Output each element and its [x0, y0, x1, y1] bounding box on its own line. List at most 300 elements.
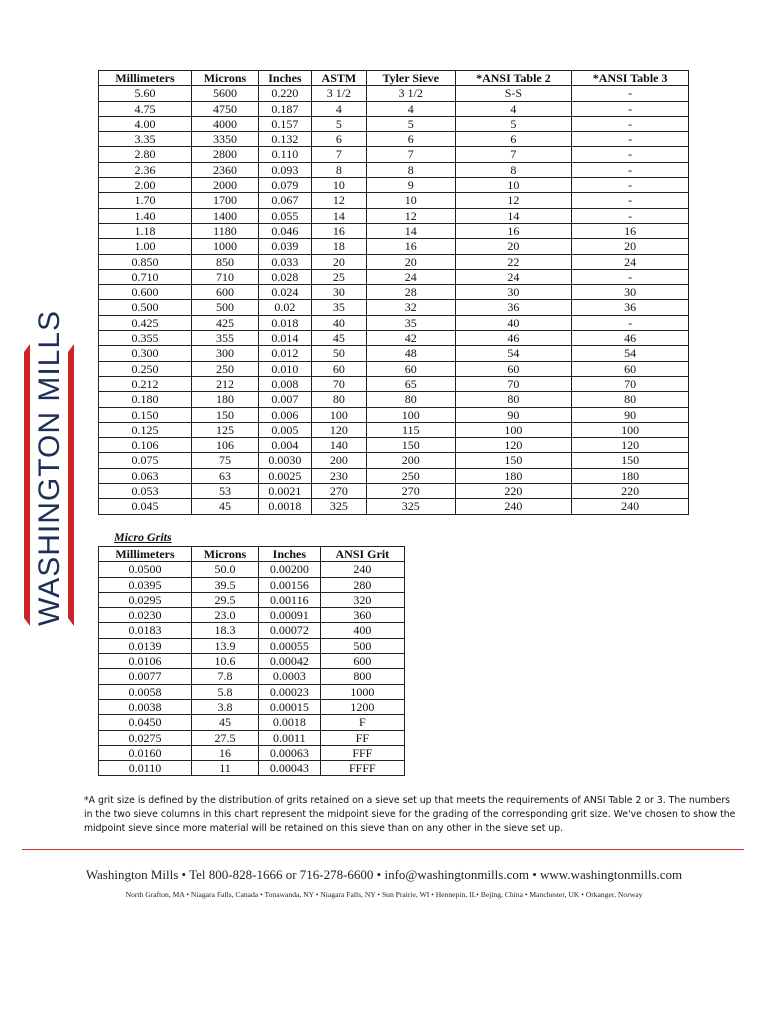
table-cell: 0.110 — [258, 147, 311, 162]
table-cell: 5 — [366, 116, 455, 131]
table-cell: 36 — [455, 300, 572, 315]
table-cell: 75 — [191, 453, 258, 468]
table-cell: 0.0077 — [99, 669, 192, 684]
table-cell: 70 — [311, 376, 366, 391]
table-cell: 3350 — [191, 132, 258, 147]
table-row — [99, 254, 689, 269]
table-cell: 150 — [366, 438, 455, 453]
micro-grits-caption: Micro Grits — [114, 530, 172, 544]
table-cell: 0.00072 — [259, 623, 321, 638]
table-cell: 0.0230 — [99, 608, 192, 623]
table-cell: 1.40 — [99, 208, 192, 223]
table-cell: 11 — [192, 761, 259, 776]
table-cell: 29.5 — [192, 592, 259, 607]
table-cell: 4.00 — [99, 116, 192, 131]
table-cell: 0.093 — [258, 162, 311, 177]
table-cell: 16 — [192, 745, 259, 760]
table-row — [99, 699, 405, 714]
table-row — [99, 285, 689, 300]
table-cell: 54 — [572, 346, 689, 361]
table-cell: 240 — [455, 499, 572, 514]
footnote: *A grit size is defined by the distribution of grits retained on a sieve set up that meets the requirements of ANSI Table 2 or 3. The numbers in the two sieve columns in this chart represent the midpoint sieve for the grading of the corresponding grit size. We've chosen to show the midpoint sieve since more material will be retained on this sieve than on any other in the sieve set up. — [84, 795, 736, 834]
table-cell: 5.8 — [192, 684, 259, 699]
table-cell: 0.055 — [258, 208, 311, 223]
table-cell: - — [572, 193, 689, 208]
table-cell: 240 — [320, 562, 404, 577]
table-cell: 27.5 — [192, 730, 259, 745]
table-cell: 14 — [311, 208, 366, 223]
table-cell: 600 — [191, 285, 258, 300]
table-cell: 120 — [455, 438, 572, 453]
table-cell: 4000 — [191, 116, 258, 131]
table-cell: 30 — [455, 285, 572, 300]
table-cell: 4.75 — [99, 101, 192, 116]
table-cell: 0.014 — [258, 331, 311, 346]
table-cell: 300 — [191, 346, 258, 361]
table-row — [99, 86, 689, 101]
table-cell: - — [572, 132, 689, 147]
table-cell: 0.0295 — [99, 592, 192, 607]
table-cell: 106 — [191, 438, 258, 453]
table-cell: 0.033 — [258, 254, 311, 269]
table-cell: 32 — [366, 300, 455, 315]
table-cell: 0.053 — [99, 484, 192, 499]
table-cell: 2000 — [191, 178, 258, 193]
table-cell: S-S — [455, 86, 572, 101]
table-cell: 80 — [572, 392, 689, 407]
table-cell: 12 — [455, 193, 572, 208]
table-cell: 0.00091 — [259, 608, 321, 623]
table-cell: 10 — [455, 178, 572, 193]
table-row — [99, 654, 405, 669]
table-cell: 63 — [191, 468, 258, 483]
table-row — [99, 178, 689, 193]
table-cell: 20 — [366, 254, 455, 269]
table-row — [99, 315, 689, 330]
table-cell: 14 — [366, 223, 455, 238]
table-row — [99, 269, 689, 284]
table-cell: 100 — [572, 422, 689, 437]
table-cell: 0.0106 — [99, 654, 192, 669]
table-cell: 200 — [366, 453, 455, 468]
table-cell: 0.150 — [99, 407, 192, 422]
table-cell: 1400 — [191, 208, 258, 223]
table-cell: 0.00200 — [259, 562, 321, 577]
table-cell: - — [572, 178, 689, 193]
table-cell: 5.60 — [99, 86, 192, 101]
table-row — [99, 208, 689, 223]
table-header-row — [99, 547, 405, 562]
table-cell: 0.106 — [99, 438, 192, 453]
table-row — [99, 499, 689, 514]
table-cell: 0.079 — [258, 178, 311, 193]
table-cell: 50.0 — [192, 562, 259, 577]
column-header: Inches — [259, 547, 321, 562]
table-cell: 30 — [572, 285, 689, 300]
column-header: Microns — [191, 71, 258, 86]
table-cell: 5600 — [191, 86, 258, 101]
logo-wordmark: WASHINGTON MILLS — [33, 309, 66, 626]
micro-grits-table — [98, 546, 405, 776]
table-cell: 0.00023 — [259, 684, 321, 699]
table-cell: 8 — [455, 162, 572, 177]
table-cell: 0.00043 — [259, 761, 321, 776]
table-cell: 150 — [572, 453, 689, 468]
table-row — [99, 223, 689, 238]
table-row — [99, 745, 405, 760]
column-header: Inches — [258, 71, 311, 86]
table-cell: 42 — [366, 331, 455, 346]
table-cell: 0.00042 — [259, 654, 321, 669]
table-cell: 70 — [455, 376, 572, 391]
table-cell: 28 — [366, 285, 455, 300]
table-cell: 22 — [455, 254, 572, 269]
table-cell: 0.02 — [258, 300, 311, 315]
table-row — [99, 592, 405, 607]
table-cell: 270 — [366, 484, 455, 499]
table-cell: 150 — [455, 453, 572, 468]
table-cell: 360 — [320, 608, 404, 623]
table-row — [99, 331, 689, 346]
divider — [22, 849, 744, 850]
table-cell: 0.075 — [99, 453, 192, 468]
table-cell: 20 — [572, 239, 689, 254]
table-cell: 80 — [455, 392, 572, 407]
table-row — [99, 438, 689, 453]
table-cell: - — [572, 116, 689, 131]
table-cell: 0.180 — [99, 392, 192, 407]
table-cell: 0.157 — [258, 116, 311, 131]
table-cell: 0.00015 — [259, 699, 321, 714]
table-cell: 240 — [572, 499, 689, 514]
table-row — [99, 623, 405, 638]
table-cell: 0.00156 — [259, 577, 321, 592]
column-header: ANSI Grit — [320, 547, 404, 562]
table-cell: 3 1/2 — [366, 86, 455, 101]
table-cell: 0.00116 — [259, 592, 321, 607]
table-row — [99, 376, 689, 391]
table-cell: 1700 — [191, 193, 258, 208]
table-cell: 6 — [366, 132, 455, 147]
table-cell: 120 — [311, 422, 366, 437]
table-row — [99, 715, 405, 730]
table-cell: - — [572, 315, 689, 330]
table-row — [99, 101, 689, 116]
table-cell: - — [572, 162, 689, 177]
table-row — [99, 761, 405, 776]
table-cell: 12 — [366, 208, 455, 223]
footer-contact: Washington Mills • Tel 800-828-1666 or 716-278-6600 • info@washingtonmills.com • www.washingtonmills.com — [85, 867, 683, 882]
table-cell: 20 — [455, 239, 572, 254]
table-cell: - — [572, 101, 689, 116]
table-cell: 355 — [191, 331, 258, 346]
table-cell: 0.600 — [99, 285, 192, 300]
table-cell: 0.0450 — [99, 715, 192, 730]
table-cell: 2360 — [191, 162, 258, 177]
table-cell: 0.0110 — [99, 761, 192, 776]
table-cell: 0.005 — [258, 422, 311, 437]
table-cell: 35 — [366, 315, 455, 330]
table-cell: 6 — [455, 132, 572, 147]
table-cell: FF — [320, 730, 404, 745]
table-cell: 0.00055 — [259, 638, 321, 653]
table-cell: 0.067 — [258, 193, 311, 208]
table-cell: 0.132 — [258, 132, 311, 147]
table-cell: 53 — [191, 484, 258, 499]
table-cell: 90 — [572, 407, 689, 422]
table-cell: - — [572, 269, 689, 284]
table-cell: 60 — [455, 361, 572, 376]
table-cell: F — [320, 715, 404, 730]
table-cell: 45 — [191, 499, 258, 514]
table-cell: 0.710 — [99, 269, 192, 284]
table-cell: 16 — [572, 223, 689, 238]
table-cell: 0.0030 — [258, 453, 311, 468]
column-header: Millimeters — [99, 71, 192, 86]
table-cell: 13.9 — [192, 638, 259, 653]
table-cell: 45 — [311, 331, 366, 346]
table-row — [99, 407, 689, 422]
table-cell: 0.0139 — [99, 638, 192, 653]
table-cell: 0.0058 — [99, 684, 192, 699]
table-cell: 180 — [572, 468, 689, 483]
table-cell: 250 — [191, 361, 258, 376]
table-cell: 50 — [311, 346, 366, 361]
table-cell: 280 — [320, 577, 404, 592]
table-cell: 80 — [311, 392, 366, 407]
table-row — [99, 239, 689, 254]
table-cell: 36 — [572, 300, 689, 315]
table-cell: 850 — [191, 254, 258, 269]
table-cell: 0.220 — [258, 86, 311, 101]
table-cell: 48 — [366, 346, 455, 361]
table-cell: 1180 — [191, 223, 258, 238]
table-cell: 0.0025 — [258, 468, 311, 483]
table-cell: 60 — [366, 361, 455, 376]
table-cell: 10 — [366, 193, 455, 208]
table-row — [99, 453, 689, 468]
column-header: Millimeters — [99, 547, 192, 562]
table-cell: 0.0183 — [99, 623, 192, 638]
table-cell: 140 — [311, 438, 366, 453]
table-cell: 10 — [311, 178, 366, 193]
table-cell: 46 — [572, 331, 689, 346]
column-header: Microns — [192, 547, 259, 562]
sieve-size-table — [98, 70, 689, 515]
table-cell: 24 — [455, 269, 572, 284]
table-cell: 0.0003 — [259, 669, 321, 684]
table-cell: 500 — [191, 300, 258, 315]
table-row — [99, 684, 405, 699]
table-row — [99, 392, 689, 407]
table-cell: 180 — [455, 468, 572, 483]
table-cell: 0.007 — [258, 392, 311, 407]
table-cell: 1.00 — [99, 239, 192, 254]
table-row — [99, 116, 689, 131]
table-row — [99, 468, 689, 483]
table-cell: 25 — [311, 269, 366, 284]
table-cell: 100 — [455, 422, 572, 437]
table-row — [99, 162, 689, 177]
table-cell: 7 — [311, 147, 366, 162]
table-cell: 4 — [455, 101, 572, 116]
table-cell: 0.850 — [99, 254, 192, 269]
table-cell: 16 — [366, 239, 455, 254]
table-cell: 7.8 — [192, 669, 259, 684]
table-cell: 0.0275 — [99, 730, 192, 745]
table-cell: 2.36 — [99, 162, 192, 177]
table-cell: 710 — [191, 269, 258, 284]
table-row — [99, 361, 689, 376]
table-cell: 0.187 — [258, 101, 311, 116]
table-row — [99, 608, 405, 623]
table-cell: 0.0038 — [99, 699, 192, 714]
table-row — [99, 300, 689, 315]
table-cell: 325 — [366, 499, 455, 514]
table-cell: 4 — [366, 101, 455, 116]
table-header-row — [99, 71, 689, 86]
table-cell: 2.00 — [99, 178, 192, 193]
table-cell: 18 — [311, 239, 366, 254]
table-cell: 9 — [366, 178, 455, 193]
table-cell: 39.5 — [192, 577, 259, 592]
table-cell: 40 — [455, 315, 572, 330]
table-cell: - — [572, 86, 689, 101]
column-header: ASTM — [311, 71, 366, 86]
table-cell: 1000 — [320, 684, 404, 699]
table-cell: 7 — [455, 147, 572, 162]
table-row — [99, 669, 405, 684]
table-cell: 1200 — [320, 699, 404, 714]
table-cell: 0.046 — [258, 223, 311, 238]
table-cell: 18.3 — [192, 623, 259, 638]
table-cell: 0.006 — [258, 407, 311, 422]
table-cell: 0.0021 — [258, 484, 311, 499]
table-cell: 100 — [366, 407, 455, 422]
table-cell: 150 — [191, 407, 258, 422]
table-cell: 0.00063 — [259, 745, 321, 760]
table-cell: 5 — [311, 116, 366, 131]
table-cell: 16 — [455, 223, 572, 238]
table-cell: 0.0018 — [258, 499, 311, 514]
table-cell: 1.70 — [99, 193, 192, 208]
table-cell: 7 — [366, 147, 455, 162]
table-cell: 0.028 — [258, 269, 311, 284]
table-cell: 0.0395 — [99, 577, 192, 592]
table-cell: 600 — [320, 654, 404, 669]
table-cell: 0.0500 — [99, 562, 192, 577]
washington-mills-logo — [20, 309, 78, 626]
table-row — [99, 577, 405, 592]
table-cell: 10.6 — [192, 654, 259, 669]
table-cell: 0.0018 — [259, 715, 321, 730]
table-cell: 320 — [320, 592, 404, 607]
table-cell: - — [572, 208, 689, 223]
column-header: *ANSI Table 2 — [455, 71, 572, 86]
column-header: Tyler Sieve — [366, 71, 455, 86]
table-row — [99, 562, 405, 577]
table-cell: 60 — [572, 361, 689, 376]
table-row — [99, 193, 689, 208]
table-cell: 12 — [311, 193, 366, 208]
table-cell: 0.0160 — [99, 745, 192, 760]
table-cell: 115 — [366, 422, 455, 437]
table-cell: 0.010 — [258, 361, 311, 376]
table-row — [99, 422, 689, 437]
table-cell: 54 — [455, 346, 572, 361]
table-cell: 4750 — [191, 101, 258, 116]
table-cell: 800 — [320, 669, 404, 684]
table-cell: 0.250 — [99, 361, 192, 376]
table-cell: 0.212 — [99, 376, 192, 391]
table-cell: 0.0011 — [259, 730, 321, 745]
table-row — [99, 484, 689, 499]
table-row — [99, 730, 405, 745]
table-cell: 0.355 — [99, 331, 192, 346]
table-cell: 4 — [311, 101, 366, 116]
table-cell: 400 — [320, 623, 404, 638]
table-cell: 0.004 — [258, 438, 311, 453]
table-cell: 3.8 — [192, 699, 259, 714]
table-cell: 180 — [191, 392, 258, 407]
table-cell: 23.0 — [192, 608, 259, 623]
table-cell: 24 — [572, 254, 689, 269]
table-cell: 2800 — [191, 147, 258, 162]
table-cell: 8 — [311, 162, 366, 177]
table-cell: 40 — [311, 315, 366, 330]
table-cell: 120 — [572, 438, 689, 453]
table-cell: 0.300 — [99, 346, 192, 361]
table-cell: 0.024 — [258, 285, 311, 300]
table-cell: 200 — [311, 453, 366, 468]
table-row — [99, 147, 689, 162]
table-cell: 30 — [311, 285, 366, 300]
table-cell: 220 — [572, 484, 689, 499]
table-cell: 250 — [366, 468, 455, 483]
column-header: *ANSI Table 3 — [572, 71, 689, 86]
table-cell: 80 — [366, 392, 455, 407]
table-cell: 70 — [572, 376, 689, 391]
table-cell: FFFF — [320, 761, 404, 776]
table-cell: 0.018 — [258, 315, 311, 330]
table-cell: 0.012 — [258, 346, 311, 361]
table-cell: 3.35 — [99, 132, 192, 147]
table-cell: 0.063 — [99, 468, 192, 483]
table-cell: 0.500 — [99, 300, 192, 315]
table-row — [99, 638, 405, 653]
table-cell: 325 — [311, 499, 366, 514]
table-cell: 6 — [311, 132, 366, 147]
table-cell: 0.045 — [99, 499, 192, 514]
table-cell: 220 — [455, 484, 572, 499]
table-cell: 5 — [455, 116, 572, 131]
table-cell: 2.80 — [99, 147, 192, 162]
table-cell: 8 — [366, 162, 455, 177]
table-cell: 500 — [320, 638, 404, 653]
table-cell: 0.125 — [99, 422, 192, 437]
table-cell: 212 — [191, 376, 258, 391]
table-cell: 0.425 — [99, 315, 192, 330]
table-cell: 230 — [311, 468, 366, 483]
table-cell: 1000 — [191, 239, 258, 254]
table-cell: 1.18 — [99, 223, 192, 238]
table-cell: 125 — [191, 422, 258, 437]
table-cell: 0.039 — [258, 239, 311, 254]
table-cell: 20 — [311, 254, 366, 269]
footer-locations: North Grafton, MA • Niagara Falls, Canada • Tonawanda, NY • Niagara Falls, NY • Sun Prairie, WI • Hennepin, IL• Bejing, China • Manchester, UK • Orkanger, Norway — [125, 890, 643, 899]
table-cell: - — [572, 147, 689, 162]
table-row — [99, 346, 689, 361]
